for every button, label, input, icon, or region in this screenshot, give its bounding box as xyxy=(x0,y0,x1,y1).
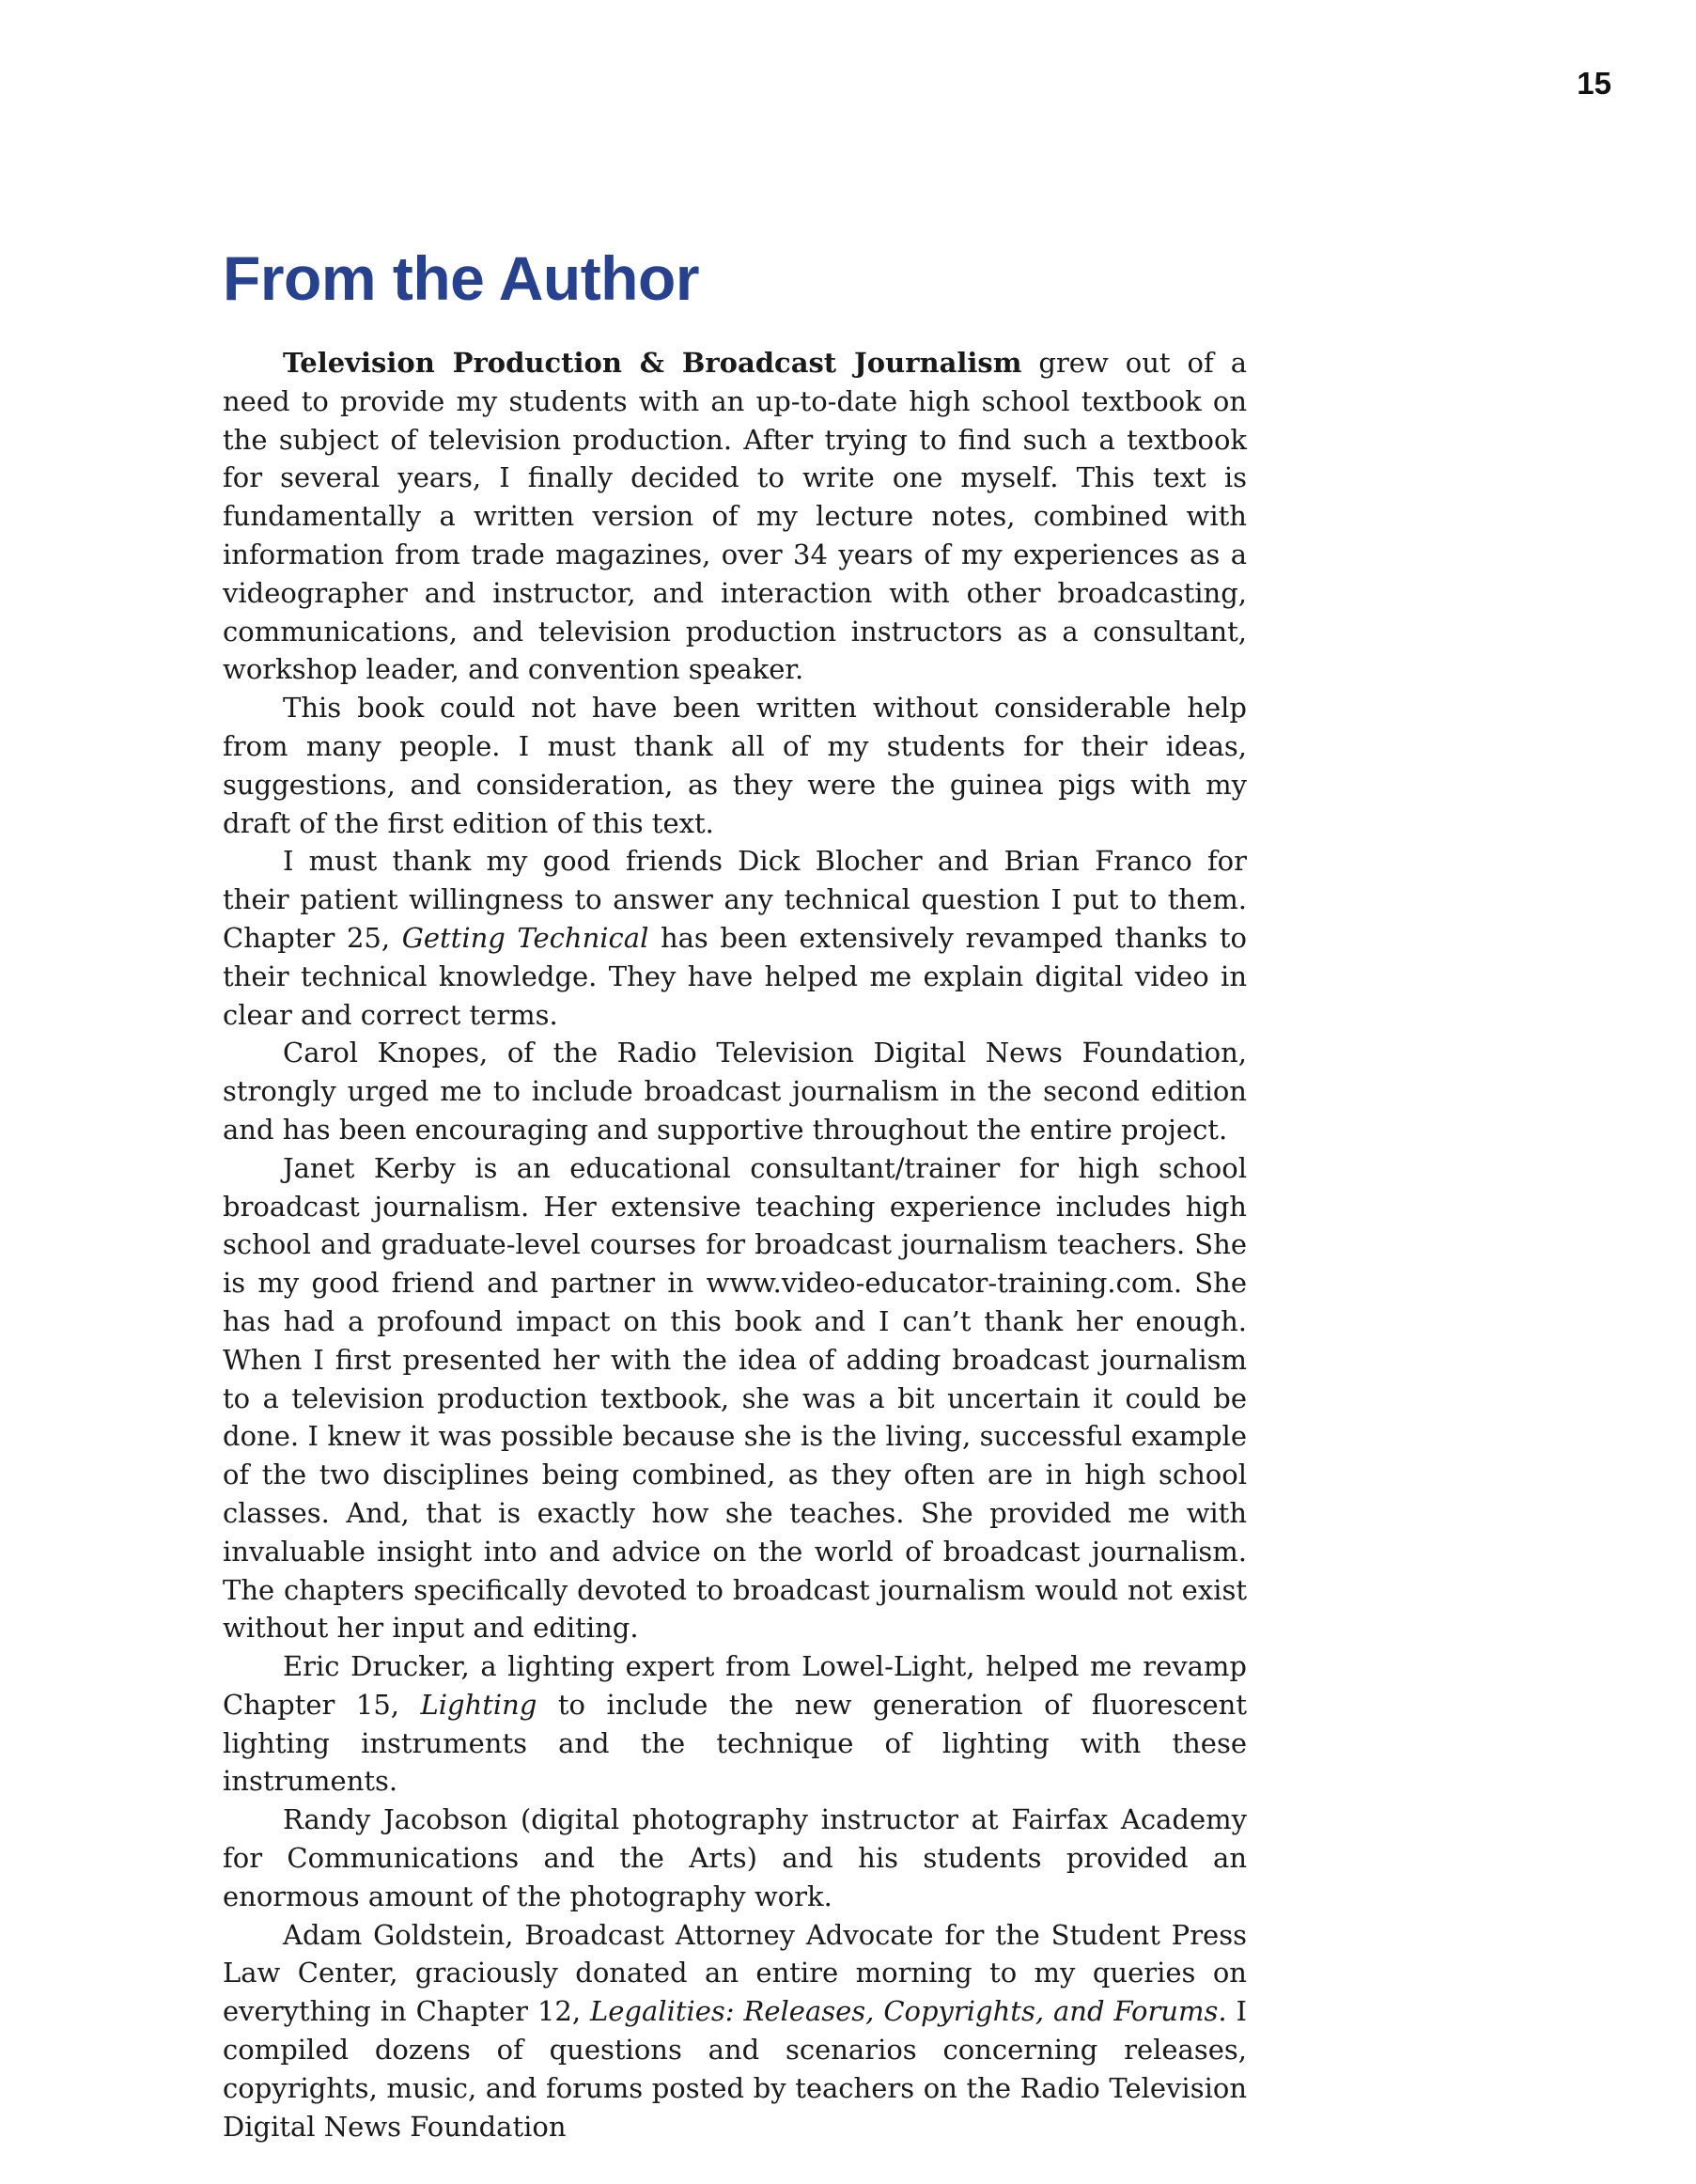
paragraph-eric-drucker xyxy=(223,1647,1247,1801)
chapter-title: Getting Technical xyxy=(401,921,649,954)
paragraph-text: I must thank my good friends Dick Blocher and Brian Franco for their patient willingness to answer any technical question I put to them. Chapter 25, xyxy=(223,845,1247,954)
paragraph-thanks-students xyxy=(223,689,1247,842)
paragraph-text: Randy Jacobson (digital photography instructor at Fairfax Academy for Communications and the Arts) and his students provided an enormous amount of the photography work. xyxy=(223,1803,1247,1912)
paragraph-janet-kerby xyxy=(223,1149,1247,1647)
page-title: From the Author xyxy=(223,243,699,313)
book-title: Television Production & Broadcast Journalism xyxy=(283,347,1022,379)
page-number: 15 xyxy=(1577,66,1611,101)
paragraph-randy-jacobson xyxy=(223,1801,1247,1915)
paragraph-text: . I compiled dozens of questions and scenarios concerning releases, copyrights, music, and forums posted by teachers on the Radio Television Digital News Foundation xyxy=(223,1995,1247,2143)
paragraph-text: Adam Goldstein, Broadcast Attorney Advocate for the Student Press Law Center, graciously donated an entire morning to my queries on everything in Chapter 12, xyxy=(223,1918,1247,2028)
body-text xyxy=(223,344,1247,2145)
paragraph-intro xyxy=(223,344,1247,689)
paragraph-text: This book could not have been written without considerable help from many people. I must thank all of my students for their ideas, suggestions, and consideration, as they were the guinea pigs with my draft of the first edition of this text. xyxy=(223,692,1247,839)
chapter-title: Lighting xyxy=(420,1688,537,1721)
paragraph-carol-knopes xyxy=(223,1034,1247,1148)
paragraph-text: Carol Knopes, of the Radio Television Digital News Foundation, strongly urged me to include broadcast journalism in the second edition and has been encouraging and supportive throughout the entire project. xyxy=(223,1037,1247,1146)
paragraph-text: Janet Kerby is an educational consultant/trainer for high school broadcast journalism. Her extensive teaching experience includes high school and graduate-level courses for broadcast journalism teachers. She is my good friend and partner in www.video-educator-training.com. She has had a profound impact on this book and I can’t thank her enough. When I first presented her with the idea of adding broadcast journalism to a television production textbook, she was a bit uncertain it could be done. I knew it was possible because she is the living, successful example of the two disciplines being combined, as they often are in high school classes. And, that is exactly how she teaches. She provided me with invaluable insight into and advice on the world of broadcast journalism. The chapters specifically devoted to broadcast journalism would not exist without her input and editing. xyxy=(223,1151,1247,1645)
paragraph-text: to include the new generation of fluorescent lighting instruments and the technique of lighting with these instruments. xyxy=(223,1688,1247,1798)
paragraph-text: Eric Drucker, a lighting expert from Lowel-Light, helped me revamp Chapter 15, xyxy=(223,1650,1247,1721)
paragraph-text: has been extensively revamped thanks to their technical knowledge. They have helped me explain digital video in clear and correct terms. xyxy=(223,921,1247,1031)
paragraph-adam-goldstein xyxy=(223,1916,1247,2146)
chapter-title: Legalities: Releases, Copyrights, and Forums xyxy=(590,1995,1219,2028)
paragraph-thanks-friends xyxy=(223,842,1247,1034)
paragraph-text: grew out of a need to provide my students with an up-to-date high school textbook on the subject of television production. After trying to find such a textbook for several years, I finally decided to write one myself. This text is fundamentally a written version of my lecture notes, combined with information from trade magazines, over 34 years of my experiences as a videographer and instructor, and interaction with other broadcasting, communications, and television production instructors as a consultant, workshop leader, and convention speaker. xyxy=(223,347,1247,686)
